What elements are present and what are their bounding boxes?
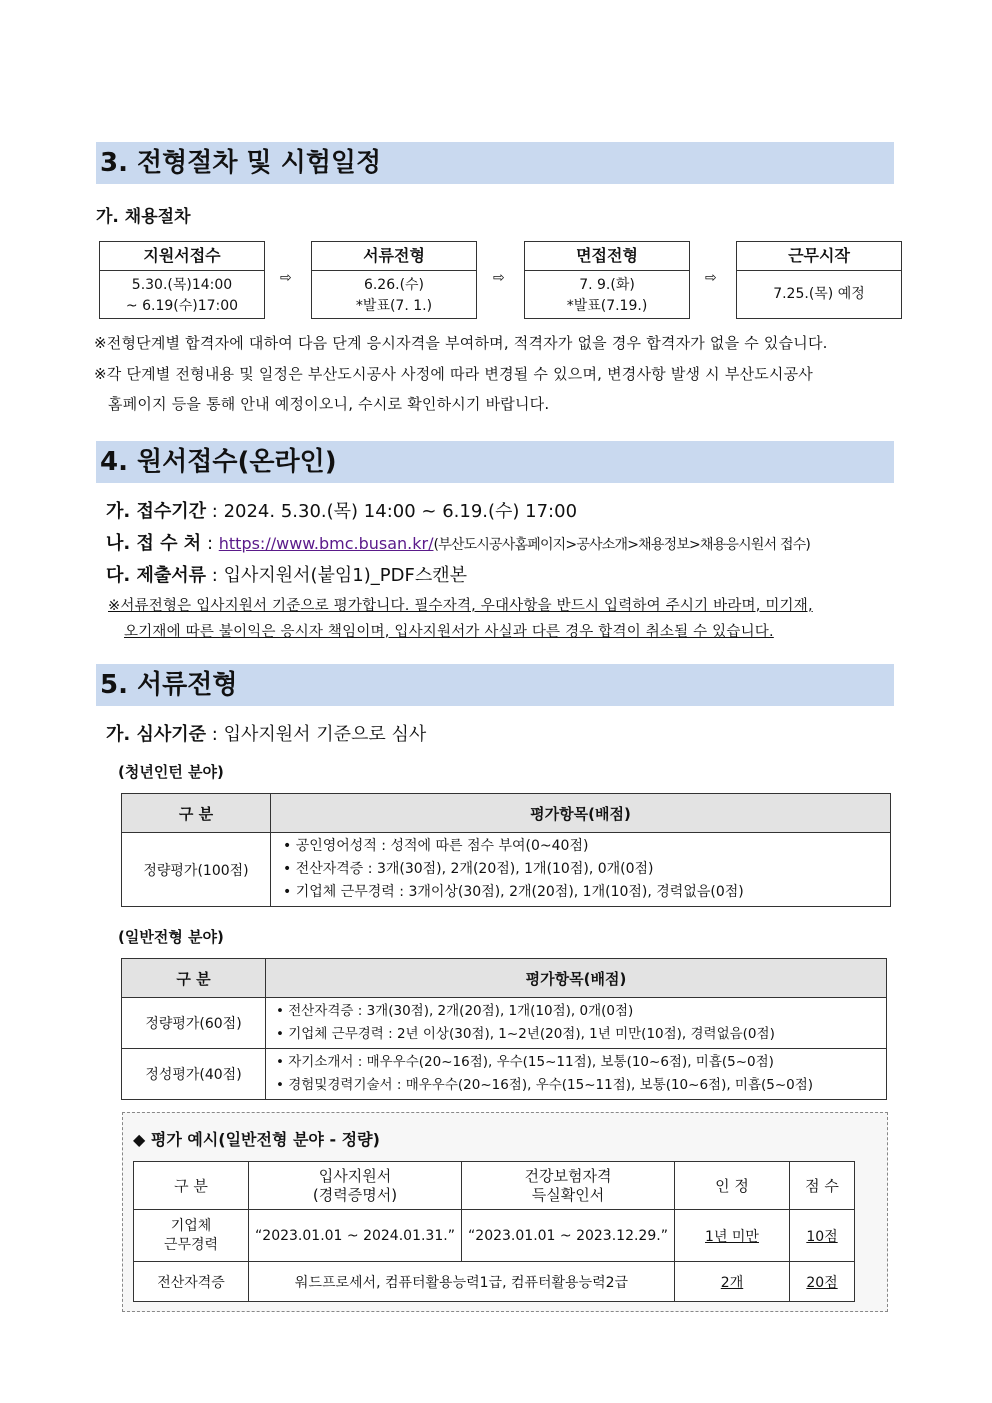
criteria-label: 가. 심사기준: [106, 724, 207, 745]
table-row: [122, 833, 891, 907]
general-table: [121, 958, 887, 1100]
table-row: [122, 998, 887, 1049]
application-url-link[interactable]: https://www.bmc.busan.kr/: [218, 534, 434, 553]
criteria-item: • 전산자격증 : 3개(30점), 2개(20점), 1개(10점), 0개(0점): [276, 1003, 634, 1019]
section-5-title: 5. 서류전형: [96, 664, 894, 706]
step-date: 6.26.(수): [363, 277, 425, 293]
row-label: 정량평가(100점): [122, 833, 271, 907]
example-cell: 워드프로세서, 컴퓨터활용능력1급, 컴퓨터활용능력2급: [249, 1262, 675, 1302]
arrow-icon: ⇨: [493, 270, 505, 286]
row-label: 정성평가(40점): [122, 1049, 266, 1100]
application-path: (부산도시공사홈페이지>공사소개>채용정보>채용응시원서 접수): [433, 537, 811, 553]
example-row-label: 전산자격증: [134, 1262, 249, 1302]
general-caption: (일반전형 분야): [118, 928, 224, 946]
documents-row: [106, 561, 467, 587]
example-header-insurance: 건강보험자격: [524, 1166, 612, 1185]
step-application: [99, 241, 265, 319]
hiring-procedure-subtitle: 가. 채용절차: [96, 207, 191, 227]
documents-value: : 입사지원서(붙임1)_PDF스캔본: [211, 565, 468, 586]
table-header-items: 평가항목(배점): [271, 794, 891, 833]
period-end-time: ) 17:00: [512, 501, 578, 522]
period-start: : 2024. 5.30.(: [211, 501, 334, 522]
example-header-insurance-sub: 득실확인서: [531, 1185, 605, 1204]
example-header-score: 점 수: [790, 1162, 855, 1210]
table-row: [134, 1262, 855, 1302]
section-4-title: 4. 원서접수(온라인): [96, 441, 894, 483]
period-end: ) 14:00 ~ 6.19.(: [351, 501, 496, 522]
criteria-item: • 기업체 근무경력 : 2년 이상(30점), 1~2년(20점), 1년 미만(10점), 경력없음(0점): [276, 1026, 775, 1042]
place-label: 나. 접 수 처: [106, 533, 202, 554]
table-header-category: 구 분: [122, 794, 271, 833]
table-header-category: 구 분: [122, 959, 266, 998]
example-score: 20점: [790, 1262, 855, 1302]
example-row-label-sub: 근무경력: [163, 1236, 219, 1253]
step-announce: *발표(7.19.): [566, 298, 648, 314]
documents-label: 다. 제출서류: [106, 565, 207, 586]
step-date-end: ~ 6.19(수)17:00: [125, 298, 239, 314]
example-header-recognition: 인 정: [675, 1162, 790, 1210]
step-date: 5.30.(목)14:00: [131, 277, 233, 293]
table-header-items: 평가항목(배점): [266, 959, 887, 998]
document-note-1: ※서류전형은 입사지원서 기준으로 평가합니다. 필수자격, 우대사항을 반드시 입력하여 주시기 바라며, 미기재,: [108, 598, 813, 614]
application-place-row: [106, 529, 810, 555]
example-cell: “2023.01.01 ~ 2023.12.29.”: [462, 1210, 675, 1262]
example-recognition: 2개: [675, 1262, 790, 1302]
row-label: 정량평가(60점): [122, 998, 266, 1049]
application-period-row: [106, 497, 577, 523]
step-title: 근무시작: [737, 242, 901, 271]
arrow-icon: ⇨: [705, 270, 717, 286]
criteria-item: • 공인영어성적 : 성적에 따른 점수 부여(0~40점): [283, 838, 589, 854]
step-title: 면접전형: [525, 242, 689, 271]
document-note-2: 오기재에 따른 불이익은 응시자 책임이며, 입사지원서가 사실과 다른 경우 합격이 취소될 수 있습니다.: [124, 624, 774, 640]
step-title: 서류전형: [312, 242, 476, 271]
evaluation-example-table: [133, 1161, 855, 1302]
period-label: 가. 접수기간: [106, 501, 207, 522]
procedure-note-2: ※각 단계별 전형내용 및 일정은 부산도시공사 사정에 따라 변경될 수 있으며, 변경사항 발생 시 부산도시공사: [94, 365, 813, 383]
example-header-category: 구 분: [134, 1162, 249, 1210]
example-score: 10점: [790, 1210, 855, 1262]
youth-intern-caption: (청년인턴 분야): [118, 763, 224, 781]
step-title: 지원서접수: [100, 242, 264, 271]
section-3-title: 3. 전형절차 및 시험일정: [96, 142, 894, 184]
step-date: 7.25.(목) 예정: [773, 286, 865, 302]
period-day-1: 목: [333, 501, 352, 522]
arrow-icon: ⇨: [280, 270, 292, 286]
table-row: [134, 1210, 855, 1262]
criteria-value: : 입사지원서 기준으로 심사: [211, 724, 427, 745]
youth-intern-table: [121, 793, 891, 907]
procedure-note-2-cont: 홈페이지 등을 통해 안내 예정이오니, 수시로 확인하시기 바랍니다.: [108, 395, 550, 413]
criteria-row: [106, 720, 426, 746]
example-row-label: 기업체: [170, 1217, 212, 1234]
criteria-item: • 자기소개서 : 매우우수(20~16점), 우수(15~11점), 보통(10~6점), 미흡(5~0점): [276, 1054, 774, 1070]
step-announce: *발표(7. 1.): [355, 298, 433, 314]
period-day-2: 수: [495, 501, 513, 522]
step-interview: [524, 241, 690, 319]
example-recognition: 1년 미만: [675, 1210, 790, 1262]
step-date: 7. 9.(화): [579, 277, 635, 293]
criteria-item: • 기업체 근무경력 : 3개이상(30점), 2개(20점), 1개(10점), 경력없음(0점): [283, 884, 744, 900]
place-colon: :: [206, 533, 214, 554]
example-header-application: 입사지원서: [318, 1166, 392, 1185]
criteria-item: • 경험및경력기술서 : 매우우수(20~16점), 우수(15~11점), 보통(10~6점), 미흡(5~0점): [276, 1077, 814, 1093]
example-title: ◆ 평가 예시(일반전형 분야 - 정량): [133, 1130, 380, 1149]
example-cell: “2023.01.01 ~ 2024.01.31.”: [249, 1210, 462, 1262]
example-header-application-sub: (경력증명서): [312, 1185, 398, 1204]
procedure-note-1: ※전형단계별 합격자에 대하여 다음 단계 응시자격을 부여하며, 적격자가 없을 경우 합격자가 없을 수 있습니다.: [94, 334, 828, 352]
table-row: [122, 1049, 887, 1100]
step-document: [311, 241, 477, 319]
step-start-work: [736, 241, 902, 319]
criteria-item: • 전산자격증 : 3개(30점), 2개(20점), 1개(10점), 0개(0점): [283, 861, 654, 877]
